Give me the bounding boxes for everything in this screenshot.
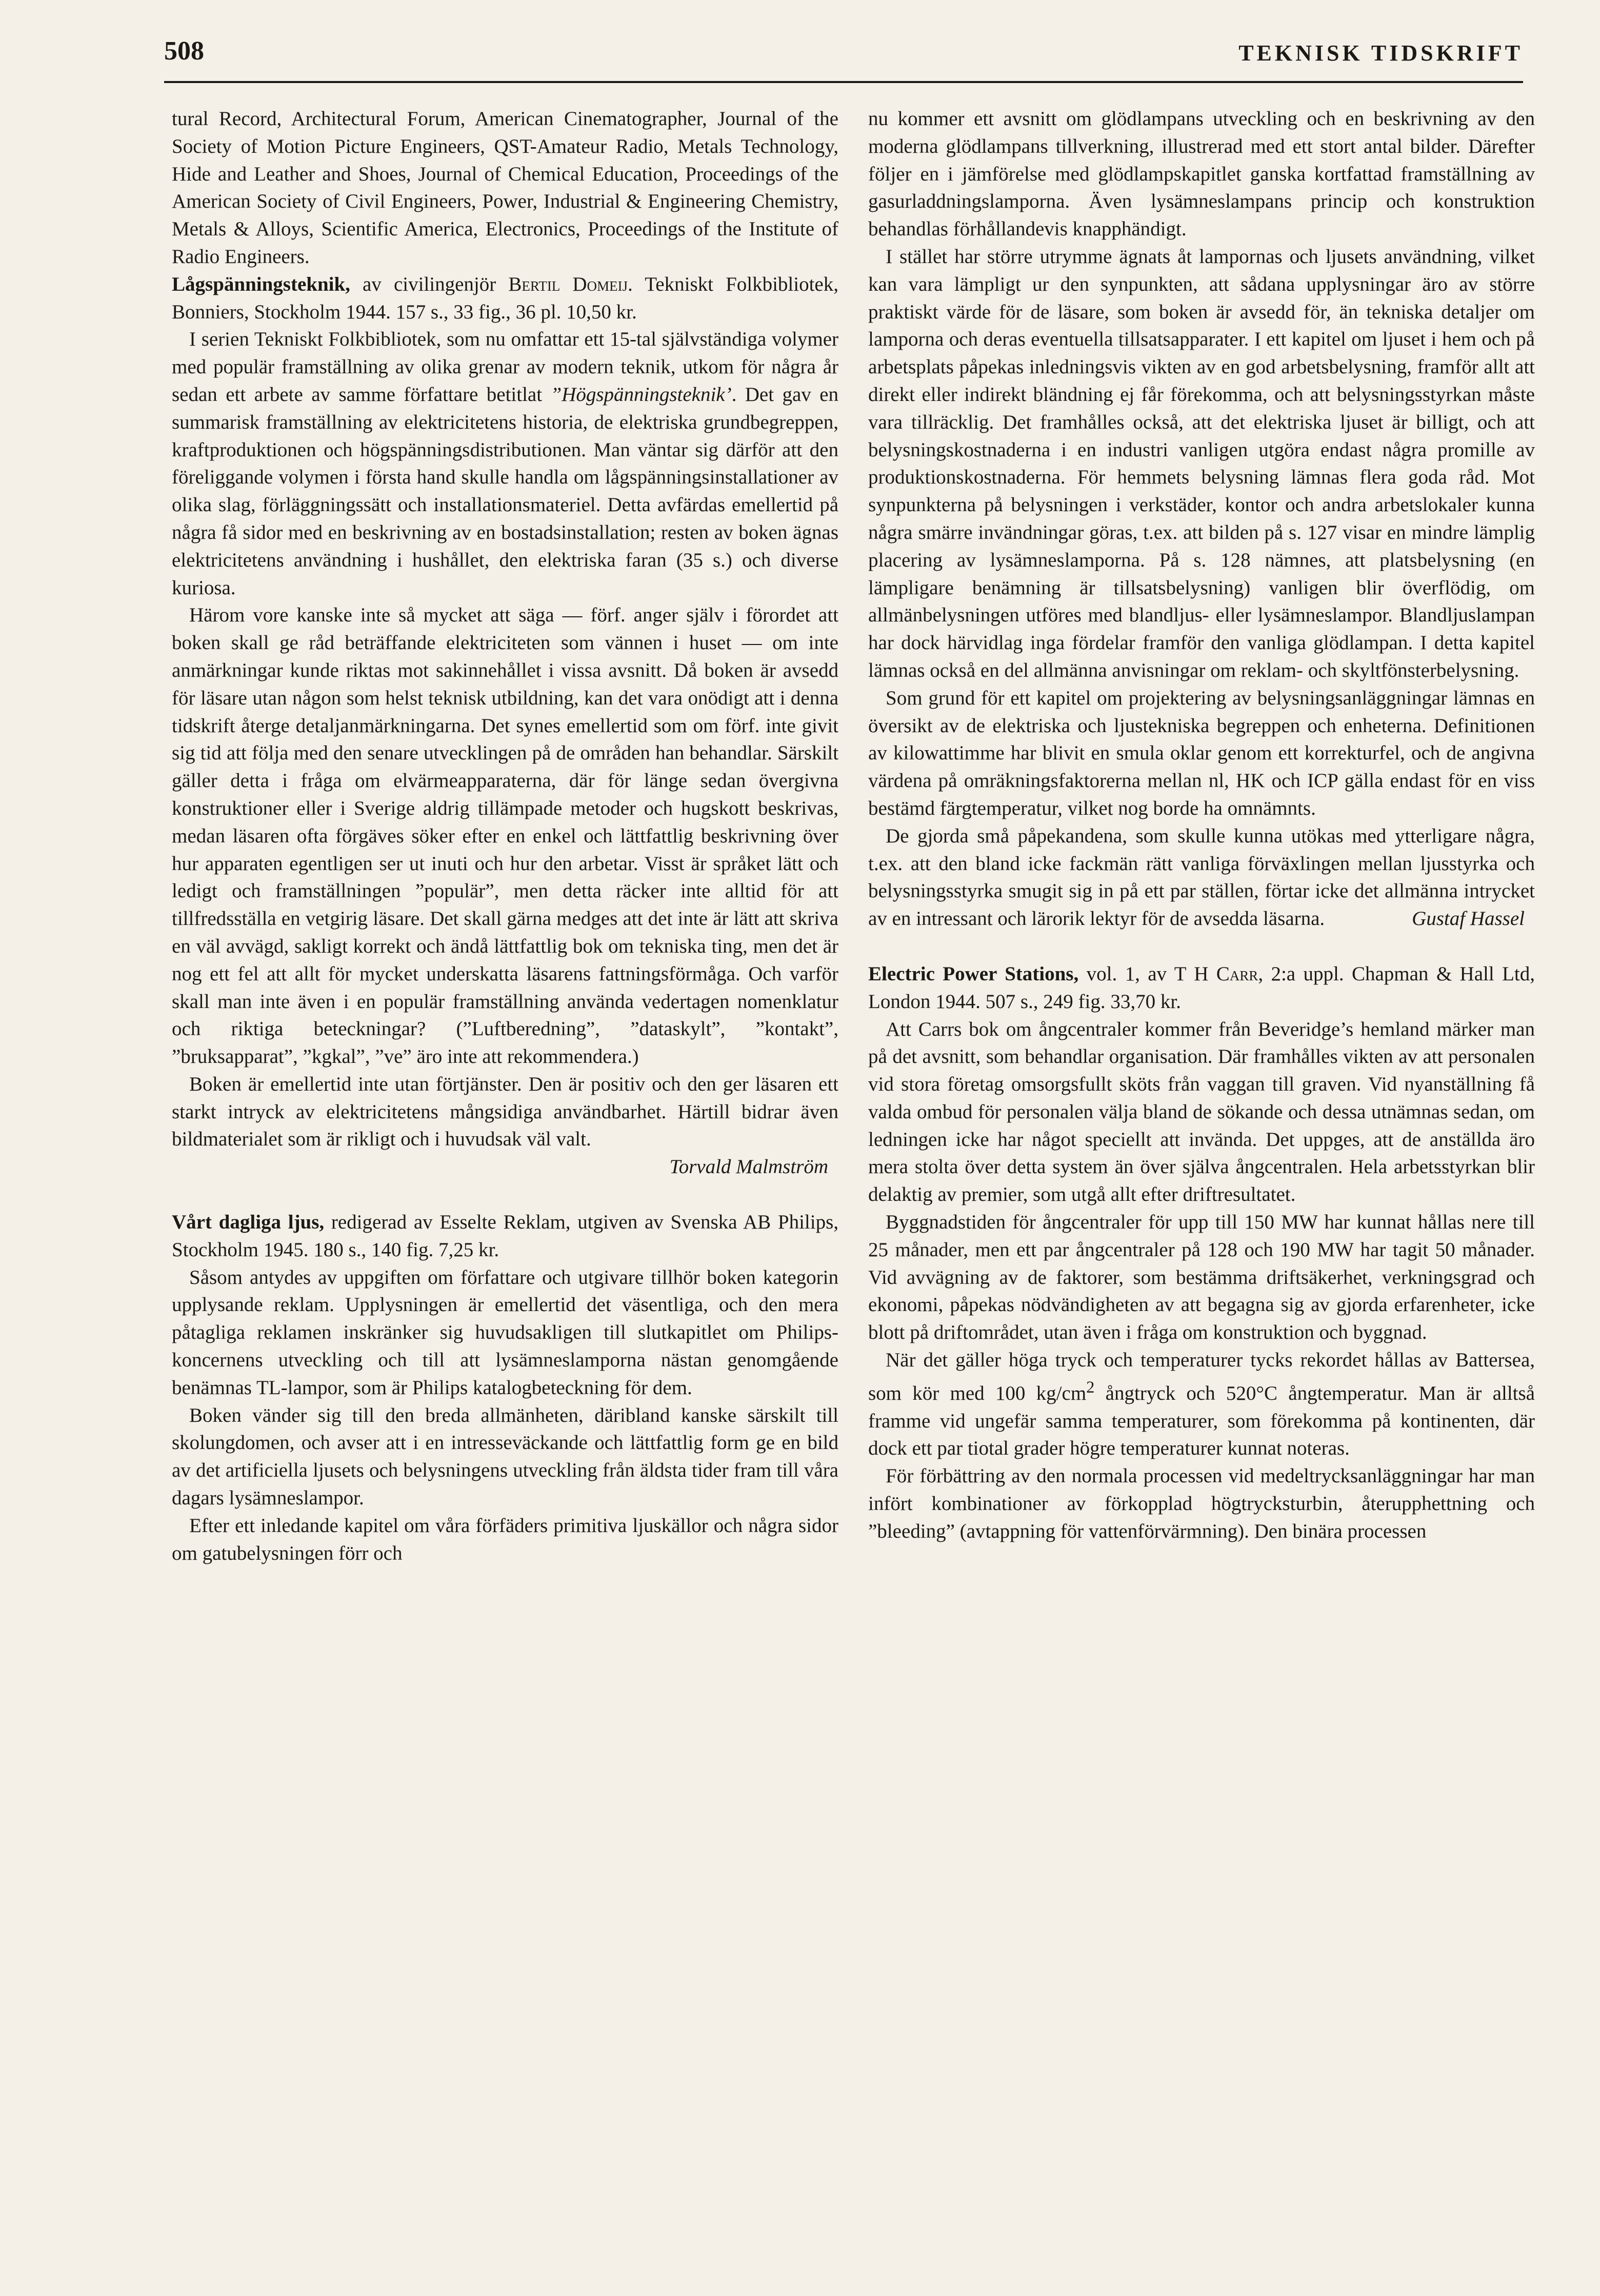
superscript: 2: [1086, 1378, 1095, 1397]
journal-title: TEKNISK TIDSKRIFT: [1238, 41, 1523, 66]
review-author: Bertil Domeij: [508, 273, 628, 295]
reviewer-signature: Gustaf Hassel: [1412, 908, 1525, 930]
review-heading: [172, 1209, 838, 1264]
section-gap: [868, 933, 1535, 960]
review-byline: vol. 1, av T H: [1078, 962, 1216, 985]
paragraph: Såsom antydes av uppgiften om författare och utgivare tillhör boken kategorin upplysande reklam. Upplysningen är emellertid det väsentliga, och den mera påtagliga reklamen inskränker sig huvudsakligen till slutkapitlet om Philips-koncernens utveckling och till att lysämneslamporna nästan genomgående benämnas TL-lampor, som är Philips katalogbeteckning för dem.: [172, 1266, 838, 1399]
paragraph: Efter ett inledande kapitel om våra förfäders primitiva ljuskällor och några sidor om gatubelysningen förr och: [172, 1514, 838, 1564]
review-byline: av civilingenjör: [350, 273, 509, 295]
paragraph: Härom vore kanske inte så mycket att säga — förf. anger själv i förordet att boken skall ge råd beträffande elektriciteten som vännen i huset — om inte anmärkningar kunde riktas mot sakinnehållet i vissa avsnitt. Då boken är avsedd för läsare utan någon som helst teknisk utbildning, kan det vara onödigt att i denna tidskrift återge detaljanmärkningarna. Det synes emellertid som om förf. inte givit sig tid att följa med den senare utvecklingen på de områden han behandlar. Särskilt gäller detta i fråga om elvärmeapparaterna, där för länge sedan övergivna konstruktioner eller i Sverige aldrig tillämpade metoder och hugskott beskrivas, medan läsaren ofta förgäves söker efter en enkel och lättfattlig beskrivning över hur apparaten egentligen ser ut inuti och hur den arbetar. Visst är språket lätt och ledigt och framställningen ”populär”, men detta räcker inte alltid för att tillfredsställa en vetgirig läsare. Det skall gärna medges att det inte är lätt att skriva en väl avvägd, sakligt korrekt och ändå lättfattlig bok om tekniska ting, men det är nog ett fel att allt för mycket underskatta läsarens fattningsförmåga. Och varför skall man inte även i en populär framställning använda vedertagen nomenklatur och riktiga beteckningar? (”Luftberedning”, ”dataskylt”, ”kontakt”, ”bruksapparat”, ”kgkal”, ”ve” äro inte att rekommendera.): [172, 604, 838, 1068]
paragraph: I stället har större utrymme ägnats åt lampornas och ljusets användning, vilket kan vara lämpligt ur den synpunkten, att sådana upplysningar äro av större praktiskt värde för de läsare, som boken är avsedd för, än tekniska detaljer om lamporna och deras eventuella tillsatsapparater. I ett kapitel om ljuset i hem och på arbetsplats påpekas inledningsvis vikten av en god arbetsbelysning, framför allt att direkt eller indirekt bländning ej får förekomma, och att belysningsstyrkan måste vara tillräcklig. Det framhålles också, att det elektriska ljuset är billigt, och att belysningskostnaderna i en industri vanligen utgöra endast några promille av produktionskostnaderna. För hemmets belysning lämnas flera goda råd. Mot synpunkterna på belysningen i verkstäder, kontor och andra arbetslokaler kunna några smärre invändningar göras, t.ex. att bilden på s. 127 visar en mindre lämplig placering av lysämneslamporna. På s. 128 nämnes, att platsbelysning (en lämpligare benämning är tillsatsbelysning) vanligen blir överflödig, om allmänbelysningen utföres med blandljus- eller lysämneslampor. Blandljuslampan har dock härvidlag inga fördelar framför den vanliga glödlampan. I detta kapitel lämnas också en del allmänna anvisningar om reklam- och skyltfönsterbelysning.: [868, 245, 1535, 681]
review-heading: [868, 960, 1535, 1016]
text: I serien Tekniskt Folkbibliotek, som nu omfattar ett 15-tal självständiga volymer med populär framställning av olika grenar av modern teknik, utkom för några år sedan ett arbete av samme författare betitlat: [172, 328, 838, 406]
paragraph: Boken är emellertid inte utan förtjänster. Den är positiv och den ger läsaren ett starkt intryck av elektricitetens mångsidiga användbarhet. Härtill bidrar även bildmaterialet som är rikligt och i huvudsak väl valt.: [172, 1073, 838, 1151]
text: ångtryck och 520°C ångtemperatur. Man är alltså framme vid ungefär samma temperaturer, som förekomma på kontinenten, där dock ett par tiotal grader högre temperaturer kunnat noteras.: [868, 1382, 1535, 1460]
paragraph: [172, 326, 838, 601]
page-header: [164, 36, 1523, 77]
review-info: redigerad av Esselte Reklam, utgiven av Svenska AB Philips, Stockholm 1945. 180 s., 140 fig. 7,25 kr.: [172, 1211, 838, 1261]
page-number: 508: [164, 36, 204, 66]
right-column: [868, 105, 1535, 1545]
paragraph: Byggnadstiden för ångcentraler för upp till 150 MW har kunnat hållas nere till 25 månader, men ett par ångcentraler på 128 och 190 MW har tagit 50 månader. Vid avvägning av de faktorer, som bestämma driftsäkerhet, verkningsgrad och ekonomi, påpekas nödvändigheten av att begagna sig av gjorda erfarenheter, icke blott på driftområdet, utan även i fråga om konstruktion och byggnad.: [868, 1211, 1535, 1344]
review-heading: [172, 271, 838, 326]
review-info: . Tekniskt Folkbibliotek, Bonniers, Stockholm 1944. 157 s., 33 fig., 36 pl. 10,50 kr.: [172, 273, 838, 323]
header-rule: [164, 81, 1523, 83]
text: . Det gav en summarisk framställning av elektricitetens historia, de elektriska grundbegreppen, kraftproduktionen och högspänningsdistributionen. Man väntar sig därför att den föreliggande volymen i första hand skulle handla om lågspänningsinstallationer av olika slag, förläggningssätt och installationsmateriel. Detta avfärdas emellertid på några få sidor med en beskrivning av en bostadsinstallation; resten av boken ägnas elektricitetens användning i hushållet, den elektriska faran (35 s.) och diverse kuriosa.: [172, 383, 838, 599]
text: De gjorda små påpekandena, som skulle kunna utökas med ytterligare några, t.ex. att den bland icke fackmän rätt vanliga förväxlingen mellan ljusstyrka och belysningsstyrka smugit sig in på ett par ställen, förtar icke det allmänna intrycket av en intressant och lärorik lektyr för de avsedda läsarna.: [868, 824, 1535, 930]
review-title: Lågspänningsteknik,: [172, 273, 350, 295]
paragraph: nu kommer ett avsnitt om glödlampans utveckling och en beskrivning av den moderna glödlampans tillverkning, illustrerad med ett stort antal bilder. Därefter följer en i jämförelse med glödlampskapitlet ganska kortfattad framställning av gasurladdningslamporna. Även lysämneslampans princip och konstruktion behandlas förhållandevis knapphändigt.: [868, 108, 1535, 240]
paragraph: [868, 822, 1535, 933]
paragraph: Som grund för ett kapitel om projektering av belysningsanläggningar lämnas en översikt av de elektriska och ljustekniska begreppen och enheterna. Definitionen av kilowattimme har blivit en smula oklar genom ett korrekturfel, och de angivna värdena på omräkningsfaktorerna mellan nl, HK och ICP gälla endast för en viss bestämd färgtemperatur, vilket nog borde ha omnämnts.: [868, 687, 1535, 819]
review-info: , 2:a uppl. Chapman & Hall Ltd, London 1944. 507 s., 249 fig. 33,70 kr.: [868, 962, 1535, 1013]
review-author: Carr: [1216, 962, 1258, 985]
paragraph: [868, 1346, 1535, 1462]
paragraph: Boken vänder sig till den breda allmänheten, däribland kanske särskilt till skolungdomen, och avser att i en intresseväckande och lättfattlig form ge en bild av det artificiella ljusets och belysningens utveckling från äldsta tider fram till våra dagars lysämneslampor.: [172, 1404, 838, 1509]
section-gap: [172, 1181, 838, 1209]
review-title: Vårt dagliga ljus,: [172, 1211, 325, 1234]
paragraph: Att Carrs bok om ångcentraler kommer från Beveridge’s hemland märker man på det avsnitt, som behandlar organisation. Där framhålles vikten av att personalen vid stora företag omsorgsfullt sköts från vaggan till graven. Vid nyanställning få valda ombud för personalen välja bland de sökande och dessa utnämnas sedan, om ledningen icke har något speciellt att invända. Det uppges, att de anställda äro mera stolta över detta system än över själva ångcentralen. Hela arbetsstyrkan blir delaktig av premier, som utgå allt efter driftresultatet.: [868, 1018, 1535, 1206]
paragraph: För förbättring av den normala processen vid medeltrycksanläggningar har man infört kombinationer av förkopplad högtrycksturbin, återupphettning och ”bleeding” (avtappning för vattenförvärmning). Den binära processen: [868, 1465, 1535, 1542]
paragraph: tural Record, Architectural Forum, American Cinematographer, Journal of the Society of Motion Picture Engineers, QST-Amateur Radio, Metals Technology, Hide and Leather and Shoes, Journal of Chemical Education, Proceedings of the American Society of Civil Engineers, Power, Industrial & Engineering Chemistry, Metals & Alloys, Scientific America, Electronics, Proceedings of the Institute of Radio Engineers.: [172, 108, 838, 268]
left-column: [172, 105, 838, 1567]
review-title: Electric Power Stations,: [868, 962, 1079, 985]
text: När det gäller höga tryck och temperaturer tycks rekordet hållas av Battersea, som kör med 100 kg/cm: [868, 1349, 1535, 1404]
italic-title: ”Högspänningsteknik’: [550, 383, 732, 406]
reviewer-signature: Torvald Malmström: [669, 1156, 828, 1178]
